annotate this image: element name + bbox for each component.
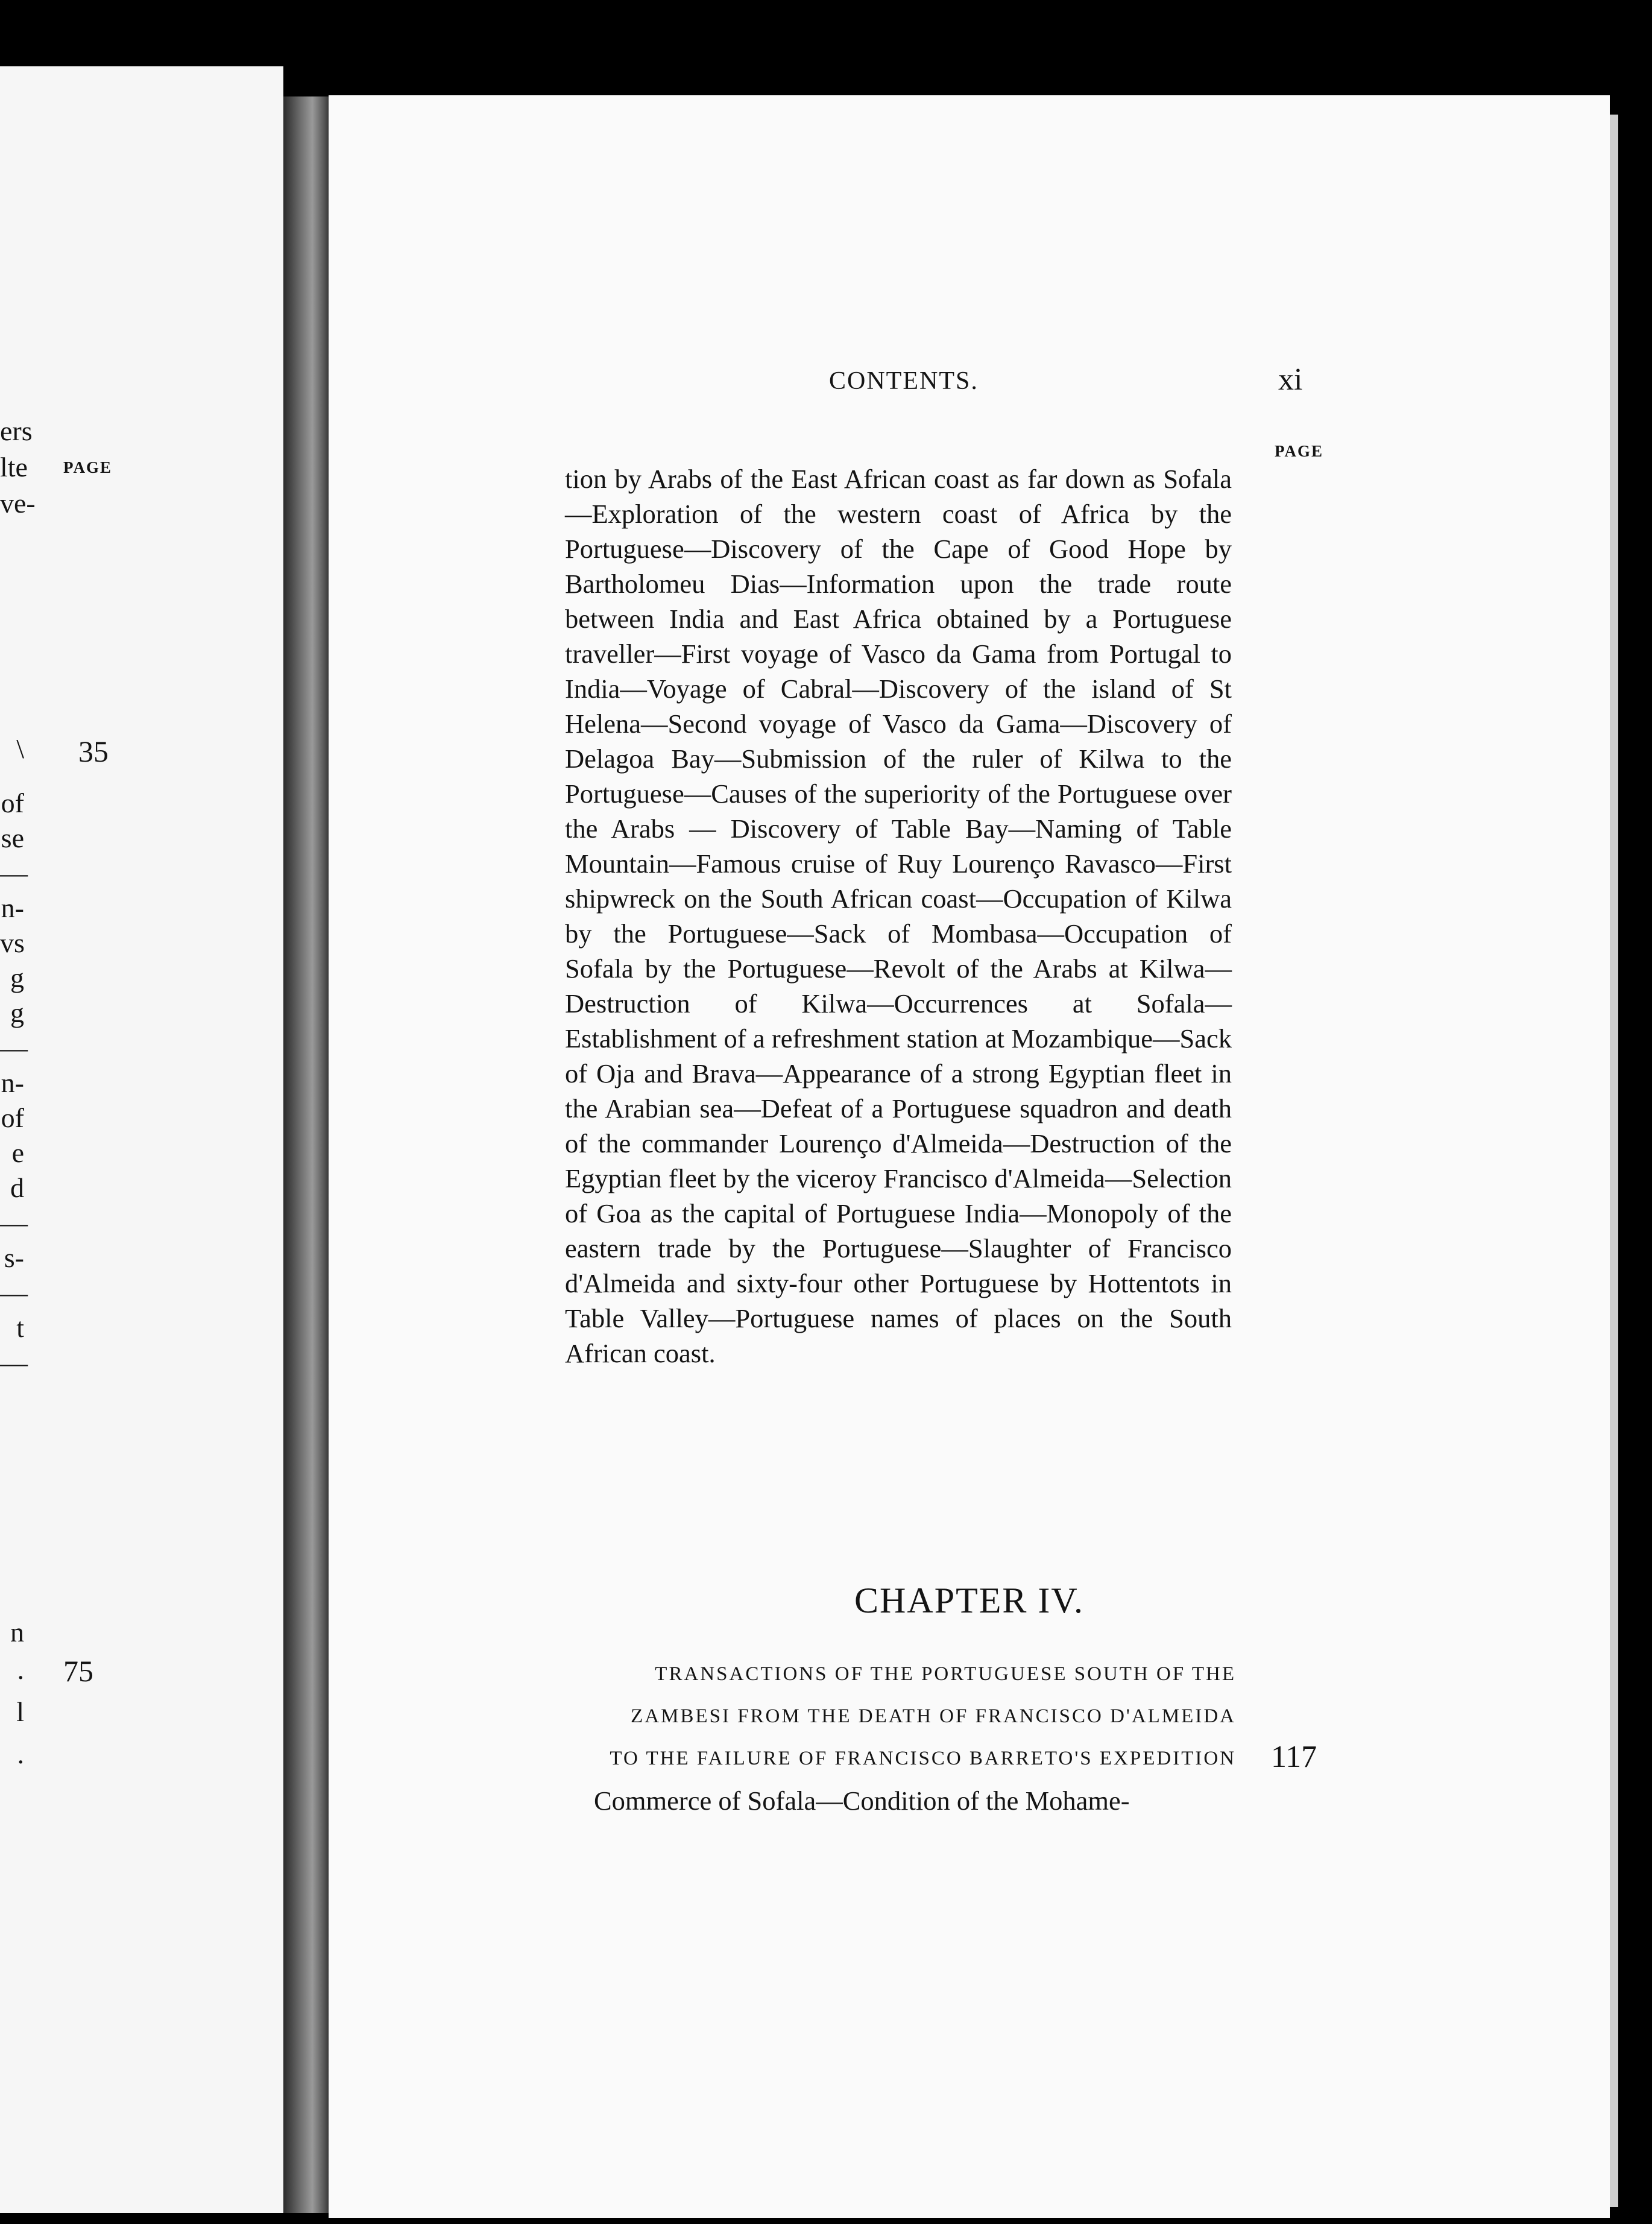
chapter-summary: tion by Arabs of the East African coast as far down as Sofala—Exploration of the western coast of Africa by the Portuguese—Discovery of the Cape of Good Hope by Bartholomeu Dias—Information upon the trade route between India and East Africa obtained by a Portuguese traveller—First voyage of Vasco da Gama from Portugal to India—Voyage of Cabral—Discovery of the island of St Helena—Second voyage of Vasco da Gama—Discovery of Delagoa Bay—Submission of the ruler of Kilwa to the Portuguese—Causes of the superiority of the Portuguese over the Arabs — Discovery of Table Bay—Naming of Table Mountain—Famous cruise of Ruy Lourenço Ravasco—First shipwreck on the South African coast—Occupation of Kilwa by the Portuguese—Sack of Mombasa—Occupation of Sofala by the Portuguese—Revolt of the Arabs at Kilwa—Destruction of Kilwa—Occurrences at Sofala—Establishment of a refreshment station at Mozambique—Sack of Oja and Brava—Appearance of a strong Egyptian fleet in the Arabian sea—Defeat of a Portuguese squadron and death of the commander Lourenço d'Almeida—Destruction of the Egyptian fleet by the viceroy Francisco d'Almeida—Selection of Goa as the capital of Portuguese India—Monopoly of the eastern trade by the Portuguese—Slaughter of Francisco d'Almeida and sixty-four other Portuguese by Hottentots in Table Valley—Portuguese names of places on the South African coast. [565,464,1232,1368]
cropped-text-fragment: se [1,823,24,853]
page-column-label: PAGE [1275,442,1323,460]
cropped-text-fragment: — [0,858,28,888]
cropped-text-fragment: of [1,1102,24,1133]
chapter-summary: Commerce of Sofala—Condition of the Mohame- [594,1786,1130,1816]
cropped-text-fragment: ers [0,415,33,446]
left-page [0,66,283,2213]
page-number: xi [1278,362,1303,397]
cropped-text-fragment: l [16,1696,24,1727]
cropped-text-fragment: . [17,1739,24,1769]
cropped-text-fragment: g [10,962,24,993]
cropped-text-fragment: n- [1,1067,24,1098]
chapter-title-line: ZAMBESI FROM THE DEATH OF FRANCISCO D'ALMEIDA [631,1705,1236,1727]
chapter-title-line: TO THE FAILURE OF FRANCISCO BARRETO'S EXPEDITION [610,1748,1236,1769]
cropped-text-fragment: t [16,1312,24,1343]
left-page-number: 35 [78,734,109,768]
cropped-text-fragment: d [10,1172,24,1203]
cropped-text-fragment: e [11,1137,24,1168]
page-edge [1610,115,1618,2207]
cropped-text-fragment: vs [0,927,25,958]
left-page-label: PAGE [63,458,112,476]
cropped-text-fragment: lte [0,452,28,482]
cropped-text-fragment: \ [16,733,24,764]
running-head [329,362,1531,404]
chapter-heading: CHAPTER IV. [854,1581,1084,1620]
cropped-text-fragment: — [0,1032,28,1063]
cropped-text-fragment: of [1,788,24,818]
cropped-text-fragment: — [0,1207,28,1238]
chapter-page-number: 117 [1271,1740,1317,1774]
cropped-text-fragment: . [17,1654,24,1685]
running-title: CONTENTS. [829,367,979,395]
cropped-text-fragment: g [10,997,24,1028]
cropped-text-fragment: ve- [0,488,36,519]
cropped-text-fragment: — [0,1277,28,1308]
chapter-title-line: TRANSACTIONS OF THE PORTUGUESE SOUTH OF THE [655,1663,1236,1685]
book-gutter [283,96,332,2213]
cropped-text-fragment: s- [4,1242,24,1273]
cropped-text-fragment: — [0,1347,28,1378]
left-page-number: 75 [63,1654,93,1688]
cropped-text-fragment: n- [1,892,24,923]
cropped-text-fragment: n [10,1617,24,1647]
